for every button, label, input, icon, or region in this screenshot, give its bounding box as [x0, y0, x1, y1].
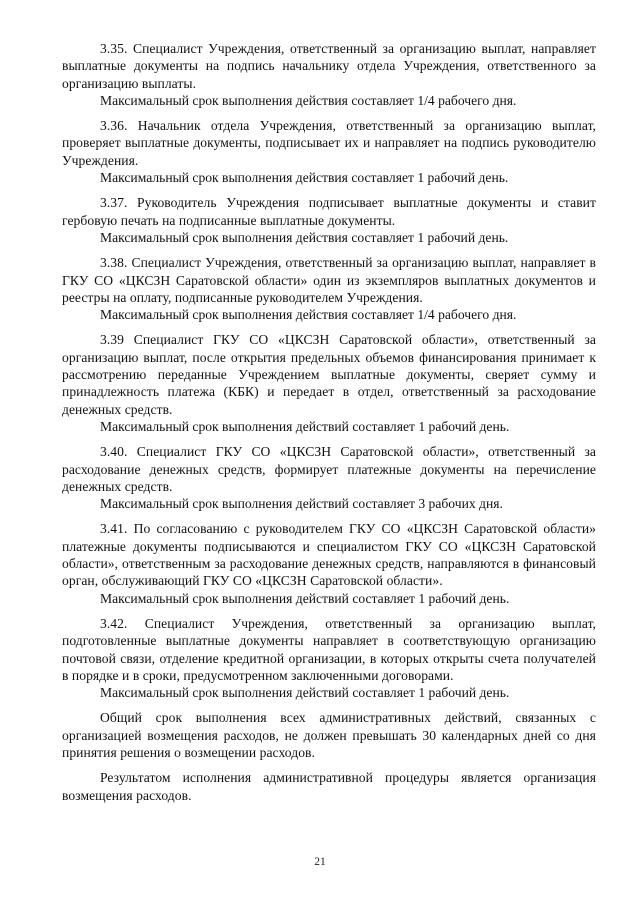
section-3-41	[62, 520, 596, 606]
paragraph: 3.40. Специалист ГКУ СО «ЦКСЗН Саратовской области», ответственный за расходование денежных средств, формирует платежные документы на перечисление денежных средств.	[62, 444, 596, 494]
paragraph: 3.36. Начальник отдела Учреждения, ответственный за организацию выплат, проверяет выплатные документы, подписывает их и направляет на подпись руководителю Учреждения.	[62, 118, 596, 168]
time-limit-note: Максимальный срок выполнения действия составляет 1 рабочий день.	[100, 229, 509, 245]
paragraph: 3.37. Руководитель Учреждения подписывает выплатные документы и ставит гербовую печать на подписанные выплатные документы.	[62, 195, 596, 228]
time-limit-note: Максимальный срок выполнения действия составляет 1/4 рабочего дня.	[100, 307, 517, 323]
section-3-36	[62, 117, 596, 186]
paragraph: 3.39 Специалист ГКУ СО «ЦКСЗН Саратовской области», ответственный за организацию выплат, после открытия предельных объемов финансирования принимает к рассмотрению переданные Учреждением выплатные документы, сверяет сумму и принадлежность платежа (КБК) и передает в отдел, ответственный за расходование денежных средств.	[62, 332, 596, 417]
section-3-38	[62, 254, 596, 323]
page-number: 21	[314, 856, 326, 868]
time-limit-note: Максимальный срок выполнения действий составляет 3 рабочих дня.	[100, 496, 503, 512]
paragraph: 3.41. По согласованию с руководителем ГКУ СО «ЦКСЗН Саратовской области» платежные документы подписываются и специалистом ГКУ СО «ЦКСЗН Саратовской области», ответственным за расходование денежных средств, направляются в финансовый орган, обслуживающий ГКУ СО «ЦКСЗН Саратовской области».	[62, 521, 596, 589]
time-limit-note: Максимальный срок выполнения действий составляет 1 рабочий день.	[100, 590, 510, 606]
time-limit-note: Максимальный срок выполнения действия составляет 1 рабочий день.	[100, 170, 509, 186]
paragraph: Результатом исполнения административной процедуры является организация возмещения расходов.	[62, 770, 596, 803]
section-3-42	[62, 615, 596, 701]
section-result	[62, 769, 596, 804]
document-body	[62, 40, 596, 812]
time-limit-note: Максимальный срок выполнения действия составляет 1/4 рабочего дня.	[100, 92, 517, 108]
section-total-term	[62, 709, 596, 761]
time-limit-note: Максимальный срок выполнения действий составляет 1 рабочий день.	[100, 685, 510, 701]
time-limit-note: Максимальный срок выполнения действий составляет 1 рабочий день.	[100, 418, 510, 434]
section-3-40	[62, 443, 596, 512]
paragraph: 3.42. Специалист Учреждения, ответственный за организацию выплат, подготовленные выплатные документы направляет в соответствующую организацию почтовой связи, отделение кредитной организации, в которых открыты счета получателей в порядке и в сроки, предусмотренном заключенными договорами.	[62, 615, 596, 683]
section-3-35	[62, 40, 596, 109]
paragraph: 3.38. Специалист Учреждения, ответственный за организацию выплат, направляет в ГКУ СО «ЦКСЗН Саратовской области» один из экземпляров выплатных документов и реестры на оплату, подписанные руководителем Учреждения.	[62, 255, 596, 305]
section-3-39	[62, 331, 596, 435]
paragraph: 3.35. Специалист Учреждения, ответственный за организацию выплат, направляет выплатные документы на подпись начальнику отдела Учреждения, ответственного за организацию выплаты.	[62, 41, 596, 91]
section-3-37	[62, 194, 596, 246]
paragraph: Общий срок выполнения всех административных действий, связанных с организацией возмещения расходов, не должен превышать 30 календарных дней со дня принятия решения о возмещении расходов.	[62, 710, 596, 760]
